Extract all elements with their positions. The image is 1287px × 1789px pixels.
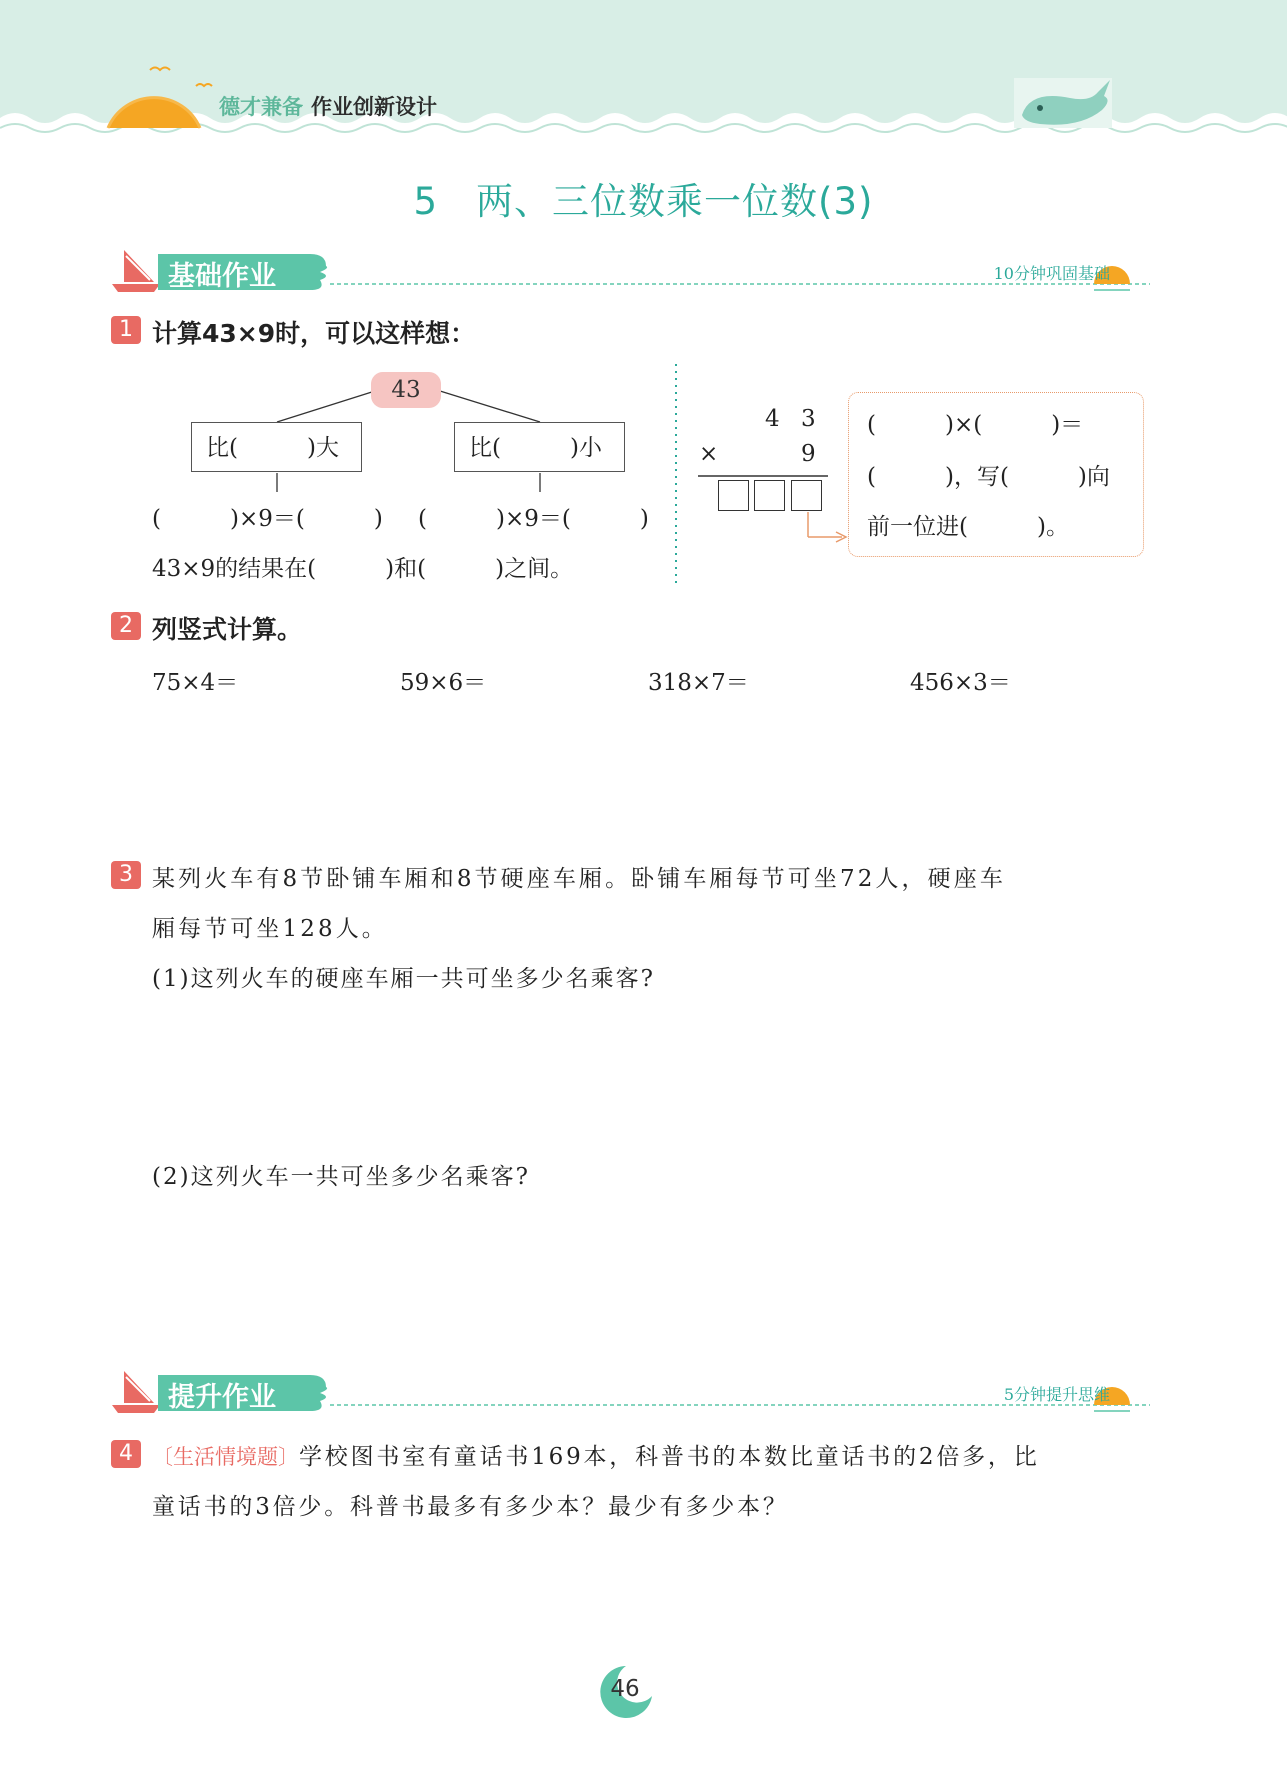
question-3-line-1: 某列火车有8节卧铺车厢和8节硬座车厢。卧铺车厢每节可坐72人，硬座车	[152, 866, 1006, 892]
calc-item-3: 318×7＝	[648, 670, 749, 696]
vertical-multiplier: 9	[801, 441, 816, 467]
vertical-times-sign: ×	[699, 441, 719, 467]
q1-equation-right: ( )×9＝( )	[418, 506, 649, 532]
context-tag: 〔生活情境题〕	[152, 1445, 299, 1469]
vertical-digit-ones: 3	[801, 406, 816, 432]
sailboat-icon	[112, 250, 160, 292]
question-number-2: 2	[111, 612, 141, 640]
whale-icon	[1014, 78, 1112, 128]
section-banner-advanced	[110, 1367, 1150, 1417]
question-4-line-1	[152, 1438, 1040, 1471]
answer-box-ones[interactable]	[791, 480, 822, 511]
question-2-prompt: 列竖式计算。	[152, 615, 303, 644]
sailboat-icon	[112, 1371, 160, 1413]
note-line-3: 前一位进( )。	[867, 514, 1069, 540]
section-hint-basic: 10分钟巩固基础	[993, 264, 1110, 283]
section-hint-advanced: 5分钟提升思维	[1003, 1385, 1110, 1404]
calc-item-4: 456×3＝	[910, 670, 1011, 696]
page-number: 46	[610, 1676, 640, 1702]
q1-range-statement: 43×9的结果在( )和( )之间。	[152, 556, 574, 582]
page-header-band	[0, 0, 1287, 145]
question-3-line-2: 厢每节可坐128人。	[152, 916, 388, 942]
brand-series: 德才兼备	[219, 95, 303, 119]
lesson-title: 5 两、三位数乘一位数(3)	[413, 180, 874, 223]
compare-box-greater: 比( )大	[191, 422, 362, 472]
brand-name: 作业创新设计	[311, 95, 437, 119]
q1-equation-left: ( )×9＝( )	[152, 506, 383, 532]
question-1-prompt: 计算43×9时，可以这样想：	[152, 319, 476, 348]
question-3-sub-2: (2)这列火车一共可坐多少名乘客?	[152, 1164, 530, 1190]
note-line-2: ( )，写( )向	[867, 464, 1110, 490]
compare-box-less: 比( )小	[454, 422, 625, 472]
brand-line	[219, 91, 437, 121]
question-4-line-1-text: 学校图书室有童话书169本，科普书的本数比童话书的2倍多，比	[299, 1444, 1040, 1470]
number-bubble: 43	[371, 372, 441, 408]
question-number-4: 4	[111, 1440, 141, 1468]
answer-box-hundreds[interactable]	[718, 480, 749, 511]
calc-item-2: 59×6＝	[400, 670, 487, 696]
section-banner-basic	[110, 246, 1150, 296]
answer-box-tens[interactable]	[754, 480, 785, 511]
question-number-1: 1	[111, 316, 141, 344]
question-4-line-2: 童话书的3倍少。科普书最多有多少本？最少有多少本？	[152, 1494, 789, 1520]
calc-item-1: 75×4＝	[152, 670, 239, 696]
question-number-3: 3	[111, 861, 141, 889]
q1-dotted-divider	[674, 364, 678, 584]
vertical-digit-tens: 4	[765, 406, 780, 432]
section-label-basic: 基础作业	[168, 261, 276, 292]
note-line-1: ( )×( )＝	[867, 412, 1084, 438]
section-label-advanced: 提升作业	[168, 1382, 276, 1413]
question-3-sub-1: (1)这列火车的硬座车厢一共可坐多少名乘客?	[152, 966, 655, 992]
